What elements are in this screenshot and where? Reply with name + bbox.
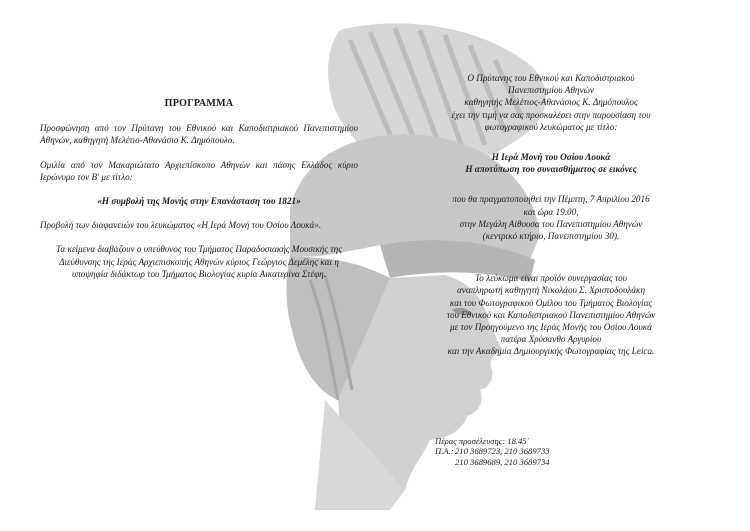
rsvp-label: Π.Α.:: [435, 446, 454, 457]
program-item-speech: Ομιλία από τον Μακαριώτατο Αρχιεπίσκοπο Αθηνών και πάσης Ελλάδος κύριο Ιερώνυμο τον Β' με τίτλο:: [40, 159, 358, 182]
album-title: [392, 151, 710, 175]
program-heading: ΠΡΟΓΡΑΜΜΑ: [164, 98, 234, 109]
collab-line: Το λεύκωμα είναι προϊόν συνεργασίας του: [475, 273, 627, 284]
album-subtitle-line: Η αποτύπωση του συναισθήματος σε εικόνες: [465, 164, 637, 175]
collab-line: πατέρα Χρύσανθο Αργυρίου: [500, 334, 602, 345]
collaboration-note: [392, 272, 710, 357]
arrival-deadline: Πέρας προσέλευσης: 18.45΄: [435, 436, 530, 446]
event-line: (κεντρικό κτήριο, Πανεπιστημίου 30).: [482, 231, 620, 242]
event-details: [392, 193, 710, 242]
program-item-slides: Προβολή των διαφανειών του λευκώματος «Η Ιερά Μονή του Οσίου Λουκά».: [40, 220, 322, 231]
program-item-readers: Τα κείμενα διαβάζουν ο υπεύθυνος του Τμήματος Παραδοσιακής Μουσικής της Διεύθυνσης της Ιεράς Αρχιεπισκοπής Αθηνών κύριος Γεώργιος Δεμέλης και η υποψηφία διδάκτωρ του Τμήματος Βιολογίας κυρία Αικατερίνα Στέφη.: [56, 244, 342, 279]
program-column: [40, 98, 358, 280]
program-item-welcome: Προσφώνηση από τον Πρύτανη του Εθνικού και Καποδιστριακού Πανεπιστημίου Αθηνών, καθηγητή Μελέτιο-Αθανάσιο Κ. Δημόπουλο.: [40, 123, 358, 146]
collab-line: αναπληρωτή καθηγητή Νικολάου Σ. Χριστοδουλάκη: [456, 285, 645, 296]
album-title-line: Η Ιερά Μονή του Οσίου Λουκά: [491, 152, 611, 163]
rsvp-phone: 210 3689723, 210 3689733: [455, 446, 550, 457]
intro-line: καθηγητής Μελέτιος-Αθανάσιος Κ. Δημόπουλος: [464, 97, 638, 108]
event-line: στην Μεγάλη Αίθουσα του Πανεπιστημίου Αθηνών: [459, 218, 643, 229]
event-line: που θα πραγματοποιηθεί την Πέμπτη, 7 Απριλίου 2016: [452, 194, 650, 205]
invitation-column: [392, 72, 710, 358]
intro-line: Πανεπιστημίου Αθηνών: [507, 85, 595, 96]
contact-block: [435, 436, 595, 467]
collab-line: και την Ακαδημία Δημιουργικής Φωτογραφίας της Leica.: [447, 346, 655, 357]
rsvp-row: [435, 457, 595, 467]
rsvp-phone: 210 3689689, 210 3689734: [455, 456, 550, 467]
rsvp-row: [435, 446, 595, 456]
collab-line: με τον Προηγούμενο της Ιεράς Μονής του Οσίου Λουκά: [450, 322, 652, 333]
intro-line: Ο Πρύτανης του Εθνικού και Καποδιστριακού: [467, 73, 635, 83]
collab-line: του Εθνικού και Καποδιστριακού Πανεπιστημίου Αθηνών: [446, 309, 656, 320]
program-speech-title: «Η συμβολή της Μονής στην Επανάσταση του 1821»: [97, 196, 301, 207]
rsvp-indent: [435, 457, 455, 467]
intro-line: φωτογραφικού λευκώματος με τίτλο:: [484, 121, 618, 132]
collab-line: και του Φωτογραφικού Ομίλου του Τμήματος Βιολογίας: [449, 297, 653, 308]
event-line: και ώρα 19.00,: [523, 206, 579, 217]
invitation-intro: [392, 72, 710, 133]
intro-line: έχει την τιμή να σας προσκαλέσει στην παρουσίαση του: [451, 109, 651, 120]
